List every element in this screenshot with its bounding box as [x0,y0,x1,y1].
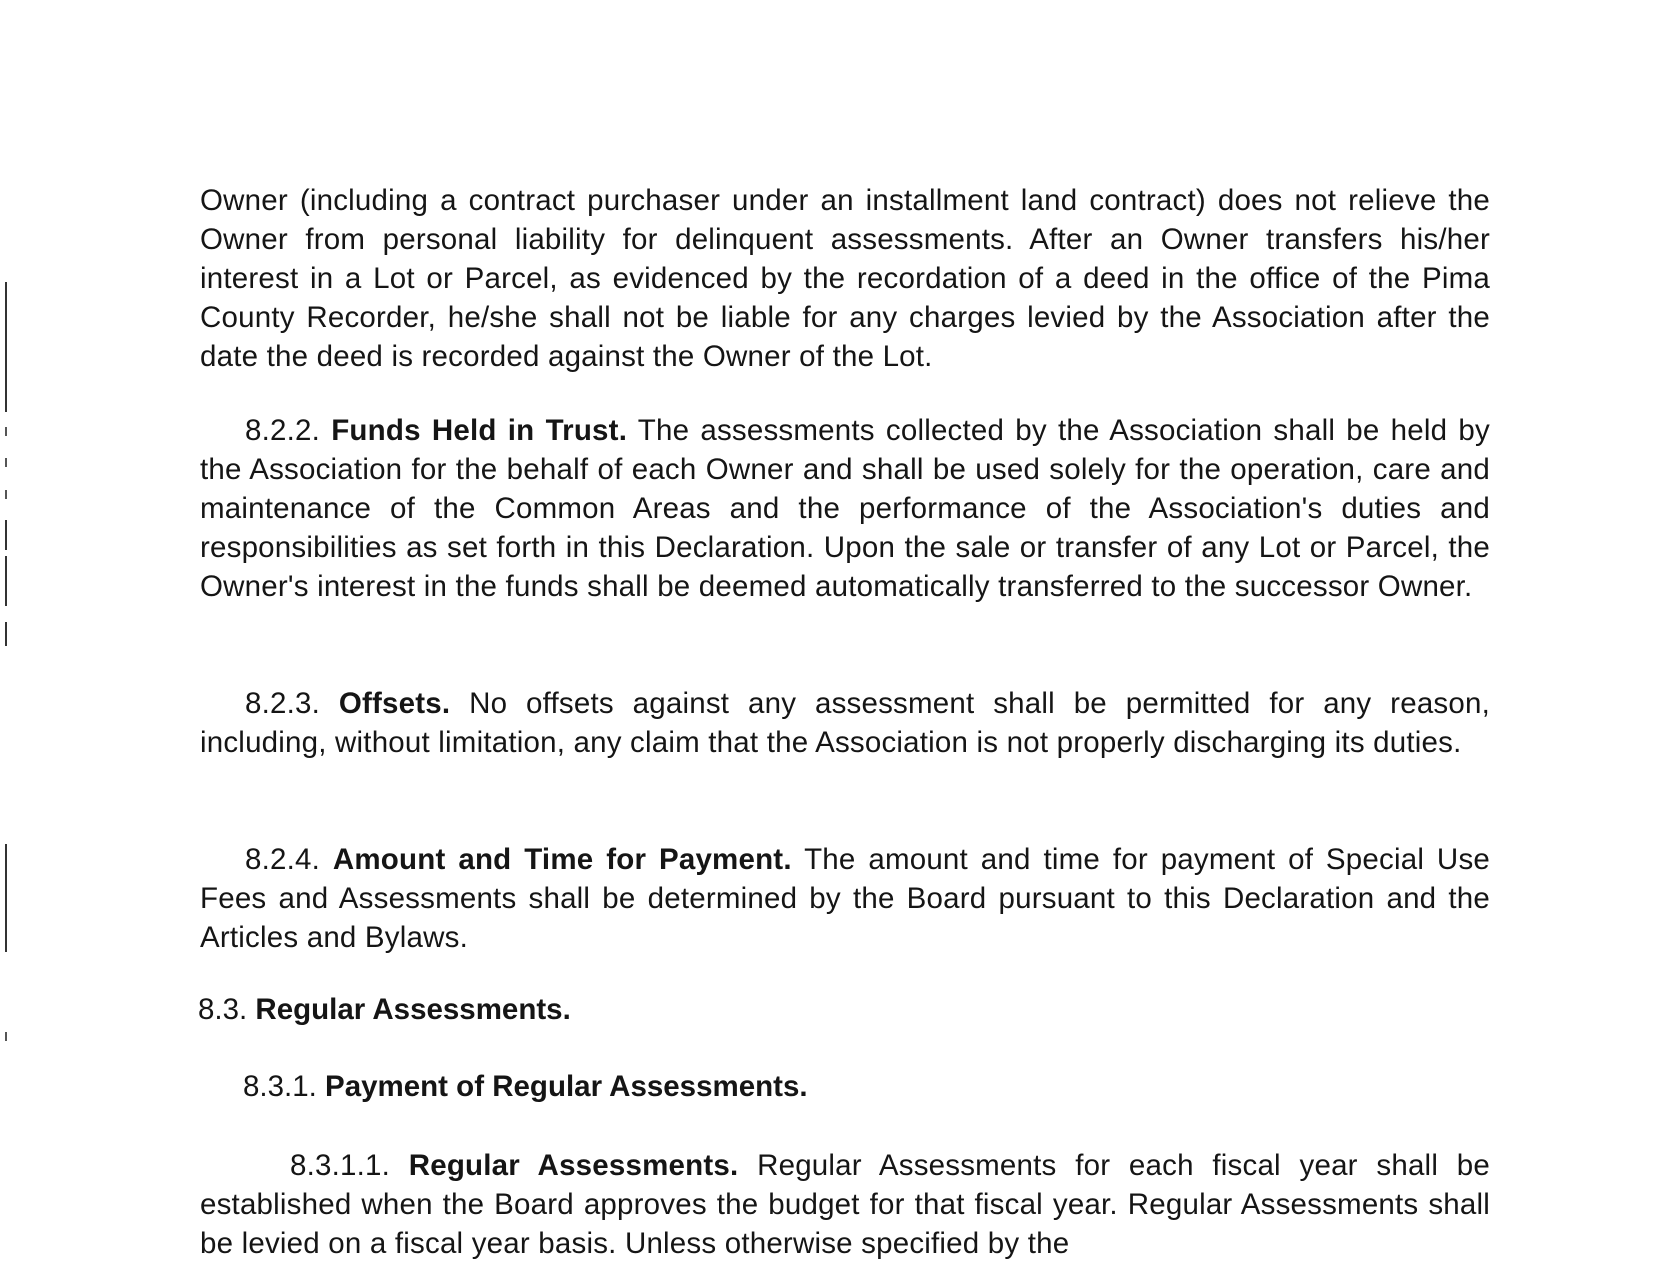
revision-bar [5,622,7,646]
revision-bar [5,520,7,550]
section-number: 8.2.3. [245,687,321,720]
paragraph-text: The assessments collected by the Association shall be held by the Association for the behalf of each Owner and shall be used solely for the operation, care and maintenance of the Common Areas and the performance of the Association's duties and responsibilities as set forth in this Declaration. Upon the sale or transfer of any Lot or Parcel, the Owner's interest in the funds shall be deemed automatically transferred to the successor Owner. [200,414,1490,603]
paragraph-text: Regular Assessments for each fiscal year shall be established when the Board approves the budget for that fiscal year. Regular Assessments shall be levied on a fiscal year basis. Unless otherwise specified by the [200,1149,1490,1260]
section-heading: Payment of Regular Assessments. [325,1070,808,1103]
section-number: 8.3.1. [243,1070,317,1103]
section-heading: Offsets. [338,687,451,720]
paragraph-text: The amount and time for payment of Special Use Fees and Assessments shall be determined by the Board pursuant to this Declaration and the Articles and Bylaws. [200,843,1490,954]
section-heading: Funds Held in Trust. [331,414,628,447]
section-8-3-1-1 [200,1146,1490,1263]
revision-bar [5,556,7,606]
section-8-2-3 [200,684,1490,762]
paragraph-continuation [200,181,1490,376]
section-8-3-1 [243,1067,808,1106]
section-number: 8.2.4. [245,843,321,876]
revision-mark [5,458,7,467]
section-number: 8.2.2. [245,414,321,447]
section-8-3 [198,990,571,1029]
section-8-2-2 [200,411,1490,606]
section-8-2-4 [200,840,1490,957]
revision-mark [5,1032,7,1041]
paragraph-text: No offsets against any assessment shall be permitted for any reason, including, without limitation, any claim that the Association is not properly discharging its duties. [200,687,1490,759]
revision-bar [5,844,7,952]
section-number: 8.3.1.1. [290,1149,391,1182]
section-heading: Amount and Time for Payment. [332,843,792,876]
section-heading: Regular Assessments. [255,993,571,1026]
revision-bar [5,282,7,412]
section-number: 8.3. [198,993,248,1026]
revision-mark [5,490,7,499]
section-heading: Regular Assessments. [408,1149,739,1182]
paragraph-text: Owner (including a contract purchaser under an installment land contract) does not relieve the Owner from personal liability for delinquent assessments. After an Owner transfers his/her interest in a Lot or Parcel, as evidenced by the recordation of a deed in the office of the Pima County Recorder, he/she shall not be liable for any charges levied by the Association after the date the deed is recorded against the Owner of the Lot. [200,184,1490,373]
revision-mark [5,427,7,436]
